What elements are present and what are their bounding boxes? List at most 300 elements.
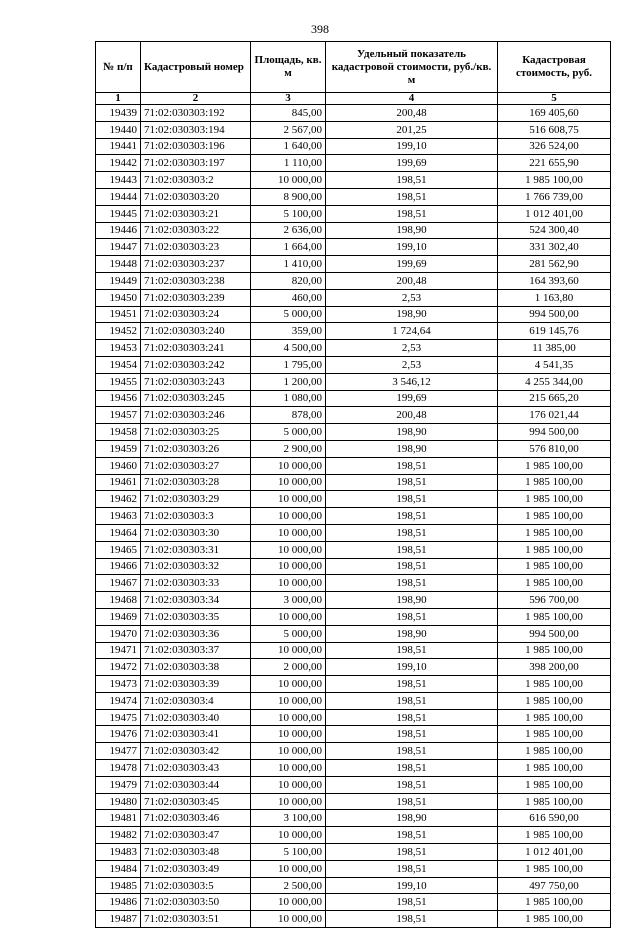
specific-value-cell: 198,51 xyxy=(326,188,498,205)
specific-value-cell: 198,90 xyxy=(326,592,498,609)
cadastral-value-cell: 169 405,60 xyxy=(498,105,611,122)
row-number-cell: 19477 xyxy=(96,743,141,760)
cadastral-value-cell: 1 985 100,00 xyxy=(498,743,611,760)
area-cell: 1 664,00 xyxy=(251,239,326,256)
cadastral-value-cell: 1 985 100,00 xyxy=(498,608,611,625)
row-number-cell: 19481 xyxy=(96,810,141,827)
table-row xyxy=(96,188,611,205)
specific-value-cell: 199,10 xyxy=(326,138,498,155)
cadastral-value-cell: 1 766 739,00 xyxy=(498,188,611,205)
cadastral-value-cell: 221 655,90 xyxy=(498,155,611,172)
row-number-cell: 19458 xyxy=(96,424,141,441)
table-row xyxy=(96,105,611,122)
cadastral-number-cell: 71:02:030303:48 xyxy=(141,844,251,861)
table-row xyxy=(96,239,611,256)
table-row xyxy=(96,474,611,491)
cadastral-number-cell: 71:02:030303:237 xyxy=(141,256,251,273)
area-cell: 10 000,00 xyxy=(251,575,326,592)
row-number-cell: 19439 xyxy=(96,105,141,122)
area-cell: 10 000,00 xyxy=(251,642,326,659)
cadastral-number-cell: 71:02:030303:33 xyxy=(141,575,251,592)
area-cell: 10 000,00 xyxy=(251,508,326,525)
area-cell: 10 000,00 xyxy=(251,541,326,558)
table-row xyxy=(96,827,611,844)
table-row xyxy=(96,726,611,743)
cadastral-number-cell: 71:02:030303:36 xyxy=(141,625,251,642)
row-number-cell: 19449 xyxy=(96,272,141,289)
specific-value-cell: 198,51 xyxy=(326,776,498,793)
row-number-cell: 19447 xyxy=(96,239,141,256)
row-number-cell: 19486 xyxy=(96,894,141,911)
area-cell: 10 000,00 xyxy=(251,474,326,491)
table-row xyxy=(96,508,611,525)
cadastral-number-cell: 71:02:030303:239 xyxy=(141,289,251,306)
cadastral-value-cell: 1 985 100,00 xyxy=(498,541,611,558)
column-number: 2 xyxy=(141,93,251,105)
table-row xyxy=(96,121,611,138)
area-cell: 820,00 xyxy=(251,272,326,289)
row-number-cell: 19442 xyxy=(96,155,141,172)
cadastral-number-cell: 71:02:030303:43 xyxy=(141,760,251,777)
cadastral-value-cell: 1 985 100,00 xyxy=(498,726,611,743)
area-cell: 10 000,00 xyxy=(251,827,326,844)
cadastral-value-cell: 1 985 100,00 xyxy=(498,575,611,592)
cadastral-number-cell: 71:02:030303:32 xyxy=(141,558,251,575)
cadastral-number-cell: 71:02:030303:37 xyxy=(141,642,251,659)
specific-value-cell: 198,51 xyxy=(326,676,498,693)
row-number-cell: 19465 xyxy=(96,541,141,558)
area-cell: 10 000,00 xyxy=(251,608,326,625)
row-number-cell: 19452 xyxy=(96,323,141,340)
row-number-cell: 19461 xyxy=(96,474,141,491)
cadastral-value-cell: 994 500,00 xyxy=(498,625,611,642)
table-row xyxy=(96,760,611,777)
cadastral-value-cell: 994 500,00 xyxy=(498,424,611,441)
specific-value-cell: 199,10 xyxy=(326,877,498,894)
area-cell: 1 110,00 xyxy=(251,155,326,172)
cadastral-number-cell: 71:02:030303:197 xyxy=(141,155,251,172)
table-row xyxy=(96,793,611,810)
cadastral-number-cell: 71:02:030303:41 xyxy=(141,726,251,743)
area-cell: 10 000,00 xyxy=(251,558,326,575)
row-number-cell: 19444 xyxy=(96,188,141,205)
cadastral-number-cell: 71:02:030303:5 xyxy=(141,877,251,894)
table-row xyxy=(96,659,611,676)
cadastral-value-cell: 576 810,00 xyxy=(498,440,611,457)
specific-value-cell: 198,90 xyxy=(326,810,498,827)
area-cell: 10 000,00 xyxy=(251,524,326,541)
specific-value-cell: 198,51 xyxy=(326,743,498,760)
column-number: 4 xyxy=(326,93,498,105)
row-number-cell: 19454 xyxy=(96,356,141,373)
table-header xyxy=(96,42,611,105)
area-cell: 10 000,00 xyxy=(251,172,326,189)
specific-value-cell: 199,10 xyxy=(326,239,498,256)
table-body xyxy=(96,105,611,928)
area-cell: 10 000,00 xyxy=(251,457,326,474)
area-cell: 10 000,00 xyxy=(251,760,326,777)
specific-value-cell: 199,69 xyxy=(326,390,498,407)
table-row xyxy=(96,272,611,289)
cadastral-number-cell: 71:02:030303:27 xyxy=(141,457,251,474)
cadastral-number-cell: 71:02:030303:243 xyxy=(141,373,251,390)
table-row xyxy=(96,877,611,894)
specific-value-cell: 198,90 xyxy=(326,306,498,323)
area-cell: 10 000,00 xyxy=(251,726,326,743)
specific-value-cell: 2,53 xyxy=(326,340,498,357)
table-row xyxy=(96,810,611,827)
table-row xyxy=(96,323,611,340)
header-area: Площадь, кв. м xyxy=(251,42,326,93)
cadastral-value-cell: 326 524,00 xyxy=(498,138,611,155)
table-row xyxy=(96,373,611,390)
specific-value-cell: 198,51 xyxy=(326,844,498,861)
header-specific-value: Удельный показатель кадастровой стоимости, руб./кв. м xyxy=(326,42,498,93)
table-row xyxy=(96,340,611,357)
cadastral-number-cell: 71:02:030303:194 xyxy=(141,121,251,138)
table-row xyxy=(96,172,611,189)
table-row xyxy=(96,256,611,273)
row-number-cell: 19440 xyxy=(96,121,141,138)
area-cell: 10 000,00 xyxy=(251,894,326,911)
cadastral-value-cell: 281 562,90 xyxy=(498,256,611,273)
specific-value-cell: 198,51 xyxy=(326,575,498,592)
row-number-cell: 19471 xyxy=(96,642,141,659)
header-row-number: № п/п xyxy=(96,42,141,93)
table-row xyxy=(96,592,611,609)
table-row xyxy=(96,289,611,306)
area-cell: 8 900,00 xyxy=(251,188,326,205)
area-cell: 1 410,00 xyxy=(251,256,326,273)
area-cell: 10 000,00 xyxy=(251,911,326,928)
row-number-cell: 19443 xyxy=(96,172,141,189)
cadastral-number-cell: 71:02:030303:29 xyxy=(141,491,251,508)
cadastral-number-cell: 71:02:030303:245 xyxy=(141,390,251,407)
specific-value-cell: 198,90 xyxy=(326,440,498,457)
cadastral-number-cell: 71:02:030303:25 xyxy=(141,424,251,441)
cadastral-number-cell: 71:02:030303:241 xyxy=(141,340,251,357)
cadastral-number-cell: 71:02:030303:34 xyxy=(141,592,251,609)
cadastral-number-cell: 71:02:030303:39 xyxy=(141,676,251,693)
specific-value-cell: 198,90 xyxy=(326,222,498,239)
cadastral-value-cell: 4 541,35 xyxy=(498,356,611,373)
area-cell: 5 000,00 xyxy=(251,424,326,441)
specific-value-cell: 198,51 xyxy=(326,642,498,659)
cadastral-value-cell: 497 750,00 xyxy=(498,877,611,894)
cadastral-number-cell: 71:02:030303:196 xyxy=(141,138,251,155)
cadastral-number-cell: 71:02:030303:45 xyxy=(141,793,251,810)
specific-value-cell: 198,51 xyxy=(326,172,498,189)
row-number-cell: 19441 xyxy=(96,138,141,155)
cadastral-value-cell: 516 608,75 xyxy=(498,121,611,138)
cadastral-number-cell: 71:02:030303:30 xyxy=(141,524,251,541)
row-number-cell: 19464 xyxy=(96,524,141,541)
cadastral-value-cell: 619 145,76 xyxy=(498,323,611,340)
specific-value-cell: 198,51 xyxy=(326,558,498,575)
cadastral-number-cell: 71:02:030303:47 xyxy=(141,827,251,844)
cadastral-number-cell: 71:02:030303:21 xyxy=(141,205,251,222)
cadastral-value-cell: 524 300,40 xyxy=(498,222,611,239)
area-cell: 10 000,00 xyxy=(251,676,326,693)
area-cell: 1 080,00 xyxy=(251,390,326,407)
cadastral-number-cell: 71:02:030303:44 xyxy=(141,776,251,793)
row-number-cell: 19475 xyxy=(96,709,141,726)
row-number-cell: 19456 xyxy=(96,390,141,407)
row-number-cell: 19480 xyxy=(96,793,141,810)
cadastral-number-cell: 71:02:030303:50 xyxy=(141,894,251,911)
table-row xyxy=(96,407,611,424)
specific-value-cell: 198,51 xyxy=(326,608,498,625)
header-row xyxy=(96,42,611,93)
table-row xyxy=(96,743,611,760)
area-cell: 2 567,00 xyxy=(251,121,326,138)
cadastral-value-cell: 1 985 100,00 xyxy=(498,692,611,709)
area-cell: 4 500,00 xyxy=(251,340,326,357)
area-cell: 845,00 xyxy=(251,105,326,122)
cadastral-value-cell: 164 393,60 xyxy=(498,272,611,289)
table-row xyxy=(96,155,611,172)
table-row xyxy=(96,205,611,222)
table-row xyxy=(96,776,611,793)
area-cell: 3 000,00 xyxy=(251,592,326,609)
table-row xyxy=(96,575,611,592)
area-cell: 5 000,00 xyxy=(251,306,326,323)
specific-value-cell: 198,51 xyxy=(326,692,498,709)
specific-value-cell: 198,51 xyxy=(326,491,498,508)
cadastral-number-cell: 71:02:030303:35 xyxy=(141,608,251,625)
specific-value-cell: 199,69 xyxy=(326,256,498,273)
cadastral-value-cell: 215 665,20 xyxy=(498,390,611,407)
table-row xyxy=(96,608,611,625)
cadastral-value-cell: 1 985 100,00 xyxy=(498,524,611,541)
cadastral-value-cell: 4 255 344,00 xyxy=(498,373,611,390)
specific-value-cell: 198,51 xyxy=(326,827,498,844)
cadastral-value-cell: 1 985 100,00 xyxy=(498,860,611,877)
specific-value-cell: 198,51 xyxy=(326,474,498,491)
cadastral-number-cell: 71:02:030303:4 xyxy=(141,692,251,709)
area-cell: 460,00 xyxy=(251,289,326,306)
table-row xyxy=(96,138,611,155)
column-number-row xyxy=(96,93,611,105)
area-cell: 2 900,00 xyxy=(251,440,326,457)
row-number-cell: 19463 xyxy=(96,508,141,525)
cadastral-number-cell: 71:02:030303:242 xyxy=(141,356,251,373)
area-cell: 2 500,00 xyxy=(251,877,326,894)
row-number-cell: 19487 xyxy=(96,911,141,928)
cadastral-value-cell: 1 985 100,00 xyxy=(498,827,611,844)
area-cell: 5 100,00 xyxy=(251,205,326,222)
cadastral-value-cell: 398 200,00 xyxy=(498,659,611,676)
specific-value-cell: 200,48 xyxy=(326,105,498,122)
row-number-cell: 19470 xyxy=(96,625,141,642)
specific-value-cell: 198,51 xyxy=(326,457,498,474)
cadastral-value-cell: 1 012 401,00 xyxy=(498,844,611,861)
specific-value-cell: 198,51 xyxy=(326,524,498,541)
cadastral-number-cell: 71:02:030303:42 xyxy=(141,743,251,760)
area-cell: 1 640,00 xyxy=(251,138,326,155)
specific-value-cell: 198,51 xyxy=(326,760,498,777)
table-row xyxy=(96,625,611,642)
area-cell: 5 100,00 xyxy=(251,844,326,861)
cadastral-value-cell: 616 590,00 xyxy=(498,810,611,827)
row-number-cell: 19451 xyxy=(96,306,141,323)
table-row xyxy=(96,709,611,726)
row-number-cell: 19453 xyxy=(96,340,141,357)
table-row xyxy=(96,692,611,709)
specific-value-cell: 200,48 xyxy=(326,272,498,289)
row-number-cell: 19455 xyxy=(96,373,141,390)
table-row xyxy=(96,356,611,373)
cadastral-number-cell: 71:02:030303:49 xyxy=(141,860,251,877)
specific-value-cell: 198,51 xyxy=(326,726,498,743)
area-cell: 10 000,00 xyxy=(251,776,326,793)
column-number: 1 xyxy=(96,93,141,105)
cadastral-value-cell: 1 985 100,00 xyxy=(498,760,611,777)
cadastral-value-cell: 1 985 100,00 xyxy=(498,894,611,911)
cadastral-number-cell: 71:02:030303:23 xyxy=(141,239,251,256)
cadastral-number-cell: 71:02:030303:2 xyxy=(141,172,251,189)
area-cell: 878,00 xyxy=(251,407,326,424)
page-number: 398 xyxy=(311,22,329,36)
row-number-cell: 19450 xyxy=(96,289,141,306)
row-number-cell: 19483 xyxy=(96,844,141,861)
specific-value-cell: 198,51 xyxy=(326,205,498,222)
table-row xyxy=(96,524,611,541)
cadastral-value-cell: 1 985 100,00 xyxy=(498,642,611,659)
specific-value-cell: 198,90 xyxy=(326,424,498,441)
cadastral-value-cell: 1 985 100,00 xyxy=(498,776,611,793)
specific-value-cell: 3 546,12 xyxy=(326,373,498,390)
area-cell: 1 200,00 xyxy=(251,373,326,390)
row-number-cell: 19462 xyxy=(96,491,141,508)
area-cell: 10 000,00 xyxy=(251,860,326,877)
area-cell: 2 000,00 xyxy=(251,659,326,676)
table-row xyxy=(96,911,611,928)
cadastral-number-cell: 71:02:030303:40 xyxy=(141,709,251,726)
cadastral-number-cell: 71:02:030303:3 xyxy=(141,508,251,525)
row-number-cell: 19485 xyxy=(96,877,141,894)
table-row xyxy=(96,457,611,474)
row-number-cell: 19476 xyxy=(96,726,141,743)
cadastral-number-cell: 71:02:030303:26 xyxy=(141,440,251,457)
cadastral-value-cell: 1 985 100,00 xyxy=(498,508,611,525)
specific-value-cell: 199,10 xyxy=(326,659,498,676)
cadastral-value-cell: 1 985 100,00 xyxy=(498,474,611,491)
table-row xyxy=(96,844,611,861)
cadastral-number-cell: 71:02:030303:38 xyxy=(141,659,251,676)
cadastral-number-cell: 71:02:030303:51 xyxy=(141,911,251,928)
table-row xyxy=(96,491,611,508)
specific-value-cell: 198,51 xyxy=(326,911,498,928)
area-cell: 5 000,00 xyxy=(251,625,326,642)
specific-value-cell: 1 724,64 xyxy=(326,323,498,340)
cadastral-number-cell: 71:02:030303:24 xyxy=(141,306,251,323)
area-cell: 1 795,00 xyxy=(251,356,326,373)
table-row xyxy=(96,642,611,659)
table-row xyxy=(96,306,611,323)
cadastral-number-cell: 71:02:030303:238 xyxy=(141,272,251,289)
row-number-cell: 19448 xyxy=(96,256,141,273)
cadastral-value-cell: 1 985 100,00 xyxy=(498,172,611,189)
row-number-cell: 19459 xyxy=(96,440,141,457)
row-number-cell: 19469 xyxy=(96,608,141,625)
area-cell: 359,00 xyxy=(251,323,326,340)
table-row xyxy=(96,440,611,457)
specific-value-cell: 199,69 xyxy=(326,155,498,172)
area-cell: 10 000,00 xyxy=(251,709,326,726)
cadastral-number-cell: 71:02:030303:246 xyxy=(141,407,251,424)
cadastral-value-cell: 1 985 100,00 xyxy=(498,709,611,726)
cadastral-value-cell: 1 985 100,00 xyxy=(498,457,611,474)
cadastral-number-cell: 71:02:030303:28 xyxy=(141,474,251,491)
cadastral-value-cell: 1 985 100,00 xyxy=(498,676,611,693)
specific-value-cell: 200,48 xyxy=(326,407,498,424)
table-row xyxy=(96,558,611,575)
row-number-cell: 19479 xyxy=(96,776,141,793)
table-row xyxy=(96,424,611,441)
specific-value-cell: 198,51 xyxy=(326,860,498,877)
cadastral-number-cell: 71:02:030303:192 xyxy=(141,105,251,122)
table-row xyxy=(96,222,611,239)
row-number-cell: 19472 xyxy=(96,659,141,676)
cadastral-value-cell: 1 163,80 xyxy=(498,289,611,306)
specific-value-cell: 198,51 xyxy=(326,508,498,525)
cadastral-value-cell: 11 385,00 xyxy=(498,340,611,357)
specific-value-cell: 198,51 xyxy=(326,709,498,726)
table-row xyxy=(96,894,611,911)
row-number-cell: 19484 xyxy=(96,860,141,877)
area-cell: 10 000,00 xyxy=(251,491,326,508)
row-number-cell: 19446 xyxy=(96,222,141,239)
cadastral-value-cell: 1 985 100,00 xyxy=(498,558,611,575)
cadastral-value-cell: 331 302,40 xyxy=(498,239,611,256)
row-number-cell: 19478 xyxy=(96,760,141,777)
column-number: 5 xyxy=(498,93,611,105)
specific-value-cell: 198,51 xyxy=(326,894,498,911)
table-row xyxy=(96,860,611,877)
row-number-cell: 19460 xyxy=(96,457,141,474)
header-cadastral-value: Кадастровая стоимость, руб. xyxy=(498,42,611,93)
specific-value-cell: 2,53 xyxy=(326,289,498,306)
row-number-cell: 19457 xyxy=(96,407,141,424)
row-number-cell: 19445 xyxy=(96,205,141,222)
row-number-cell: 19482 xyxy=(96,827,141,844)
cadastral-value-cell: 994 500,00 xyxy=(498,306,611,323)
row-number-cell: 19468 xyxy=(96,592,141,609)
cadastral-number-cell: 71:02:030303:240 xyxy=(141,323,251,340)
specific-value-cell: 198,51 xyxy=(326,793,498,810)
row-number-cell: 19474 xyxy=(96,692,141,709)
cadastral-value-cell: 596 700,00 xyxy=(498,592,611,609)
header-cadastral-number: Кадастровый номер xyxy=(141,42,251,93)
cadastral-number-cell: 71:02:030303:20 xyxy=(141,188,251,205)
cadastral-value-cell: 1 985 100,00 xyxy=(498,491,611,508)
area-cell: 10 000,00 xyxy=(251,793,326,810)
area-cell: 3 100,00 xyxy=(251,810,326,827)
cadastral-value-cell: 176 021,44 xyxy=(498,407,611,424)
row-number-cell: 19467 xyxy=(96,575,141,592)
column-number: 3 xyxy=(251,93,326,105)
cadastral-value-cell: 1 985 100,00 xyxy=(498,793,611,810)
table-row xyxy=(96,541,611,558)
specific-value-cell: 198,90 xyxy=(326,625,498,642)
specific-value-cell: 201,25 xyxy=(326,121,498,138)
area-cell: 10 000,00 xyxy=(251,692,326,709)
cadastral-value-table xyxy=(95,41,611,928)
area-cell: 10 000,00 xyxy=(251,743,326,760)
table-row xyxy=(96,390,611,407)
area-cell: 2 636,00 xyxy=(251,222,326,239)
